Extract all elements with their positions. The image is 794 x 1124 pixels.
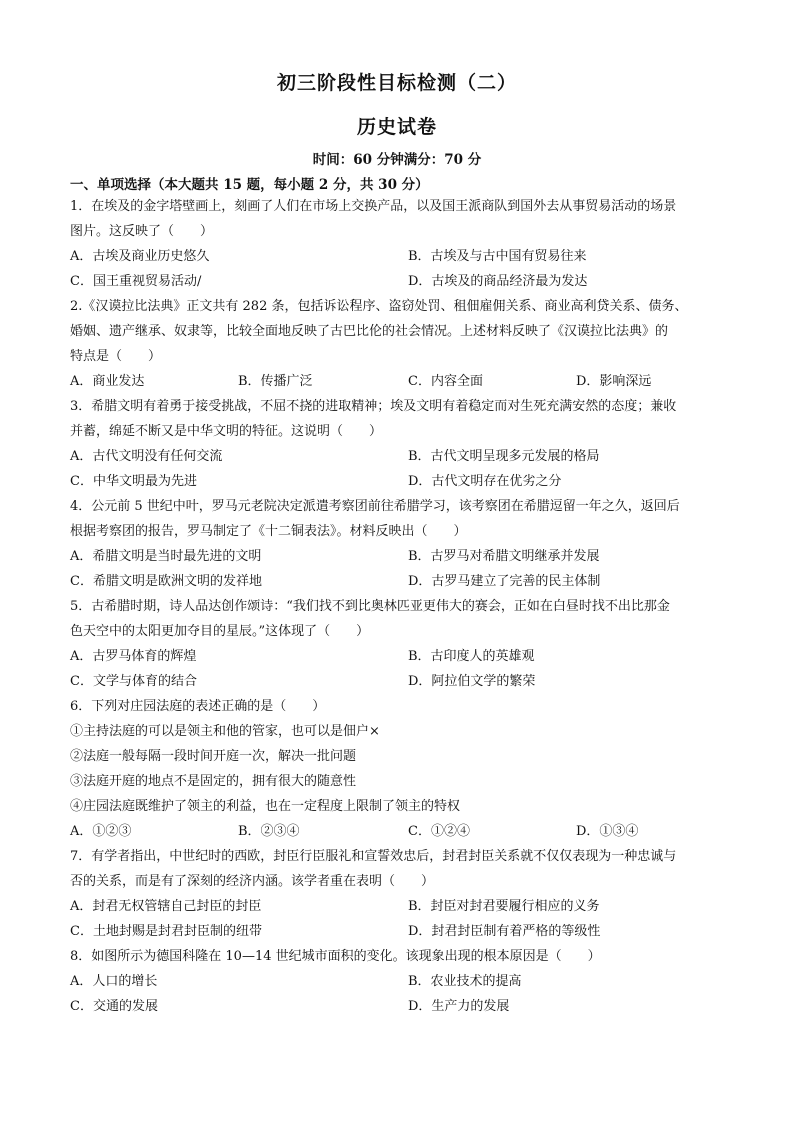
question-6-line: 6．下列对庄园法庭的表述正确的是（ ） bbox=[70, 699, 326, 714]
question-8-option-c: C．交通的发展 bbox=[70, 999, 158, 1014]
question-3-option-d: D．古代文明存在优劣之分 bbox=[408, 474, 562, 489]
question-5-option-c: C．文学与体育的结合 bbox=[70, 674, 197, 689]
question-6-statement: ③法庭开庭的地点不是固定的，拥有很大的随意性 bbox=[70, 774, 357, 789]
question-6-option-c: C．①②④ bbox=[408, 824, 470, 839]
question-1-option-a: A．古埃及商业历史悠久 bbox=[70, 249, 210, 264]
question-3-option-a: A．古代文明没有任何交流 bbox=[70, 449, 223, 464]
question-4-option-d: D．古罗马建立了完善的民主体制 bbox=[408, 574, 601, 589]
question-6-option-d: D．①③④ bbox=[576, 824, 639, 839]
question-4-option-c: C．希腊文明是欧洲文明的发祥地 bbox=[70, 574, 262, 589]
question-8-line: 8．如图所示为德国科隆在 10—14 世纪城市面积的变化。该现象出现的根本原因是（ ） bbox=[70, 949, 601, 964]
question-6-statement: ④庄园法庭既维护了领主的利益，也在一定程度上限制了领主的特权 bbox=[70, 799, 461, 814]
question-2-option-a: A．商业发达 bbox=[70, 374, 145, 389]
question-3-line: 3．希腊文明有着勇于接受挑战，不屈不挠的进取精神；埃及文明有着稳定而对生死充满安然的态度；兼收 bbox=[70, 399, 677, 414]
question-5-option-a: A．古罗马体育的辉煌 bbox=[70, 649, 197, 664]
question-6-option-b: B．②③④ bbox=[238, 824, 300, 839]
question-1-option-d: D．古埃及的商品经济最为发达 bbox=[408, 274, 588, 289]
question-2-option-b: B．传播广泛 bbox=[238, 374, 313, 389]
question-6-statement: ①主持法庭的可以是领主和他的管家，也可以是佃户× bbox=[70, 724, 380, 739]
question-6-option-a: A．①②③ bbox=[70, 824, 132, 839]
question-3-option-c: C．中华文明最为先进 bbox=[70, 474, 197, 489]
question-7-option-c: C．土地封赐是封君封臣制的纽带 bbox=[70, 924, 262, 939]
question-8-option-d: D．生产力的发展 bbox=[408, 999, 510, 1014]
question-4-option-a: A．希腊文明是当时最先进的文明 bbox=[70, 549, 262, 564]
question-4-line: 4．公元前 5 世纪中叶，罗马元老院决定派遣考察团前往希腊学习，该考察团在希腊逗留一年之久，返回后 bbox=[70, 499, 680, 514]
question-2-line: 婚姻、遗产继承、奴隶等，比较全面地反映了古巴比伦的社会情况。上述材料反映了《汉谟拉比法典》的 bbox=[70, 324, 669, 339]
question-4-option-b: B．古罗马对希腊文明继承并发展 bbox=[408, 549, 600, 564]
question-5-option-b: B．古印度人的英雄观 bbox=[408, 649, 535, 664]
question-5-option-d: D．阿拉伯文学的繁荣 bbox=[408, 674, 536, 689]
question-3-line: 并蓄，绵延不断又是中华文明的特征。这说明（ ） bbox=[70, 424, 383, 439]
question-7-option-d: D．封君封臣制有着严格的等级性 bbox=[408, 924, 601, 939]
question-2-option-d: D．影响深远 bbox=[576, 374, 652, 389]
question-4-line: 根据考察团的报告，罗马制定了《十二铜表法》。材料反映出（ ） bbox=[70, 524, 467, 539]
question-8-option-b: B．农业技术的提高 bbox=[408, 974, 522, 989]
question-3-option-b: B．古代文明呈现多元发展的格局 bbox=[408, 449, 600, 464]
question-1-line: 图片。这反映了（ ） bbox=[70, 224, 214, 239]
question-2-line: 2.《汉谟拉比法典》正文共有 282 条，包括诉讼程序、盗窃处罚、租佃雇佣关系、商业高利贷关系、债务、 bbox=[70, 299, 688, 314]
question-7-option-a: A．封君无权管辖自己封臣的封臣 bbox=[70, 899, 262, 914]
question-1-option-b: B．古埃及与古中国有贸易往来 bbox=[408, 249, 587, 264]
exam-info: 时间：60 分钟满分：70 分 bbox=[312, 152, 482, 168]
question-5-line: 5．古希腊时期，诗人品达创作颂诗：“我们找不到比奥林匹亚更伟大的赛会，正如在白昼时找不出比那金 bbox=[70, 599, 670, 614]
question-1-line: 1．在埃及的金字塔壁画上，刻画了人们在市场上交换产品，以及国王派商队到国外去从事贸易活动的场景 bbox=[70, 199, 677, 214]
exam-title: 初三阶段性目标检测（二） bbox=[276, 72, 517, 94]
question-1-option-c: C．国王重视贸易活动/ bbox=[70, 274, 202, 289]
exam-subject: 历史试卷 bbox=[356, 116, 437, 138]
section-heading: 一、单项选择（本大题共 15 题，每小题 2 分，共 30 分） bbox=[70, 177, 429, 193]
question-7-line: 否的关系，而是有了深刻的经济内涵。该学者重在表明（ ） bbox=[70, 874, 435, 889]
question-6-statement: ②法庭一般每隔一段时间开庭一次，解决一批问题 bbox=[70, 749, 357, 764]
question-7-line: 7．有学者指出，中世纪时的西欧，封臣行臣服礼和宣誓效忠后，封君封臣关系就不仅仅表现为一种忠诚与 bbox=[70, 849, 677, 864]
question-5-line: 色天空中的太阳更加夺目的星辰。”这体现了（ ） bbox=[70, 624, 370, 639]
question-2-option-c: C．内容全面 bbox=[408, 374, 483, 389]
question-2-line: 特点是（ ） bbox=[70, 349, 162, 364]
question-7-option-b: B．封臣对封君要履行相应的义务 bbox=[408, 899, 600, 914]
question-8-option-a: A．人口的增长 bbox=[70, 974, 158, 989]
